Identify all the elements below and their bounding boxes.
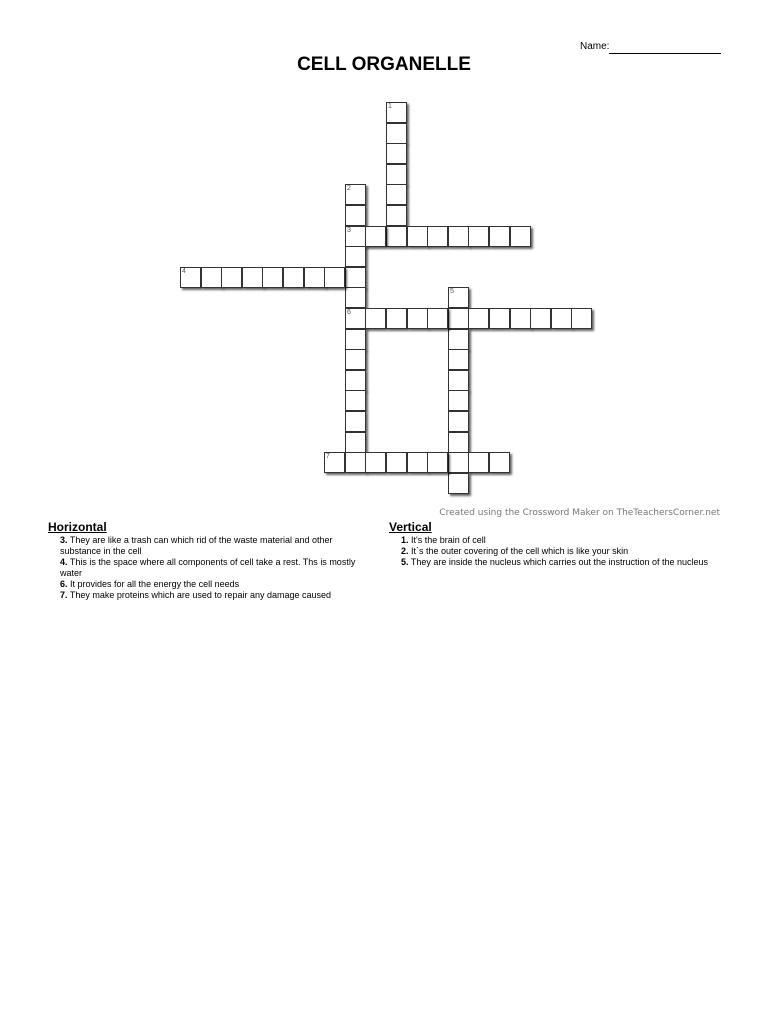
crossword-cell[interactable] <box>345 267 366 288</box>
crossword-cell[interactable] <box>448 432 469 453</box>
crossword-cell[interactable] <box>365 452 386 473</box>
clue-number: 6. <box>60 579 68 589</box>
crossword-cell[interactable] <box>386 102 407 123</box>
clue-row <box>389 546 719 557</box>
crossword-cell[interactable] <box>345 205 366 226</box>
clue-number: 7. <box>60 590 68 600</box>
crossword-cell[interactable] <box>345 184 366 205</box>
crossword-cell[interactable] <box>345 246 366 267</box>
crossword-cell[interactable] <box>448 411 469 432</box>
horizontal-clues <box>48 520 368 601</box>
crossword-cell[interactable] <box>448 452 469 473</box>
crossword-cell[interactable] <box>530 308 551 329</box>
crossword-cell[interactable] <box>324 267 345 288</box>
crossword-cell[interactable] <box>262 267 283 288</box>
crossword-cell[interactable] <box>345 452 366 473</box>
crossword-cell[interactable] <box>386 164 407 185</box>
clue-number-label: 7 <box>326 453 330 460</box>
crossword-cell[interactable] <box>510 226 531 247</box>
clue-text: It's the brain of cell <box>411 535 486 545</box>
name-label: Name: <box>580 41 610 52</box>
crossword-cell[interactable] <box>386 123 407 144</box>
horizontal-heading: Horizontal <box>48 520 107 534</box>
clue-text: It provides for all the energy the cell needs <box>70 579 240 589</box>
crossword-cell[interactable] <box>571 308 592 329</box>
clue-row <box>48 535 368 557</box>
crossword-cell[interactable] <box>468 308 489 329</box>
clue-text: They make proteins which are used to repair any damage caused <box>69 590 332 600</box>
crossword-cell[interactable] <box>489 452 510 473</box>
clue-text: They are inside the nucleus which carries out the instruction of the nucleus <box>410 557 709 567</box>
crossword-cell[interactable] <box>489 226 510 247</box>
clue-number-label: 1 <box>388 103 392 110</box>
crossword-cell[interactable] <box>448 349 469 370</box>
crossword-cell[interactable] <box>304 267 325 288</box>
vertical-clues <box>389 520 719 568</box>
clue-row <box>48 579 368 590</box>
crossword-cell[interactable] <box>468 226 489 247</box>
crossword-cell[interactable] <box>407 226 428 247</box>
crossword-cell[interactable] <box>283 267 304 288</box>
clue-number: 2. <box>401 546 409 556</box>
vertical-heading: Vertical <box>389 520 432 534</box>
crossword-cell[interactable] <box>386 184 407 205</box>
crossword-cell[interactable] <box>448 329 469 350</box>
crossword-cell[interactable] <box>324 452 345 473</box>
clue-row <box>389 535 719 546</box>
crossword-cell[interactable] <box>407 452 428 473</box>
credit-text: Created using the Crossword Maker on TheTeachersCorner.net <box>439 508 720 518</box>
crossword-cell[interactable] <box>489 308 510 329</box>
crossword-cell[interactable] <box>427 308 448 329</box>
page-title: CELL ORGANELLE <box>297 54 471 75</box>
crossword-cell[interactable] <box>345 432 366 453</box>
clue-number-label: 2 <box>347 185 351 192</box>
crossword-cell[interactable] <box>448 308 469 329</box>
clue-number-label: 6 <box>347 309 351 316</box>
crossword-cell[interactable] <box>407 308 428 329</box>
crossword-cell[interactable] <box>345 390 366 411</box>
crossword-cell[interactable] <box>345 349 366 370</box>
crossword-cell[interactable] <box>448 370 469 391</box>
crossword-cell[interactable] <box>386 308 407 329</box>
crossword-cell[interactable] <box>201 267 222 288</box>
clue-row <box>389 557 719 568</box>
crossword-cell[interactable] <box>448 287 469 308</box>
crossword-cell[interactable] <box>365 308 386 329</box>
clue-number-label: 4 <box>182 268 186 275</box>
clue-row <box>48 557 368 579</box>
crossword-cell[interactable] <box>242 267 263 288</box>
clue-row <box>48 590 368 601</box>
crossword-cell[interactable] <box>510 308 531 329</box>
clue-text: It`s the outer covering of the cell which is like your skin <box>411 546 629 556</box>
crossword-cell[interactable] <box>386 452 407 473</box>
crossword-cell[interactable] <box>345 370 366 391</box>
crossword-cell[interactable] <box>448 226 469 247</box>
crossword-cell[interactable] <box>386 143 407 164</box>
clue-text: They are like a trash can which rid of the waste material and other substance in the cell <box>60 535 333 556</box>
crossword-cell[interactable] <box>427 452 448 473</box>
crossword-cell[interactable] <box>345 411 366 432</box>
crossword-cell[interactable] <box>345 329 366 350</box>
clue-number: 4. <box>60 557 68 567</box>
clue-number-label: 5 <box>450 288 454 295</box>
crossword-cell[interactable] <box>345 287 366 308</box>
clue-number: 1. <box>401 535 409 545</box>
crossword-cell[interactable] <box>551 308 572 329</box>
clue-number-label: 3 <box>347 227 351 234</box>
crossword-cell[interactable] <box>468 452 489 473</box>
crossword-cell[interactable] <box>180 267 201 288</box>
crossword-cell[interactable] <box>448 473 469 494</box>
crossword-cell[interactable] <box>448 390 469 411</box>
crossword-cell[interactable] <box>345 308 366 329</box>
crossword-cell[interactable] <box>386 205 407 226</box>
crossword-cell[interactable] <box>427 226 448 247</box>
crossword-cell[interactable] <box>386 226 407 247</box>
clue-number: 5. <box>401 557 409 567</box>
crossword-cell[interactable] <box>365 226 386 247</box>
crossword-cell[interactable] <box>345 226 366 247</box>
crossword-cell[interactable] <box>221 267 242 288</box>
clue-number: 3. <box>60 535 68 545</box>
clue-text: This is the space where all components of cell take a rest. Ths is mostly water <box>60 557 356 578</box>
